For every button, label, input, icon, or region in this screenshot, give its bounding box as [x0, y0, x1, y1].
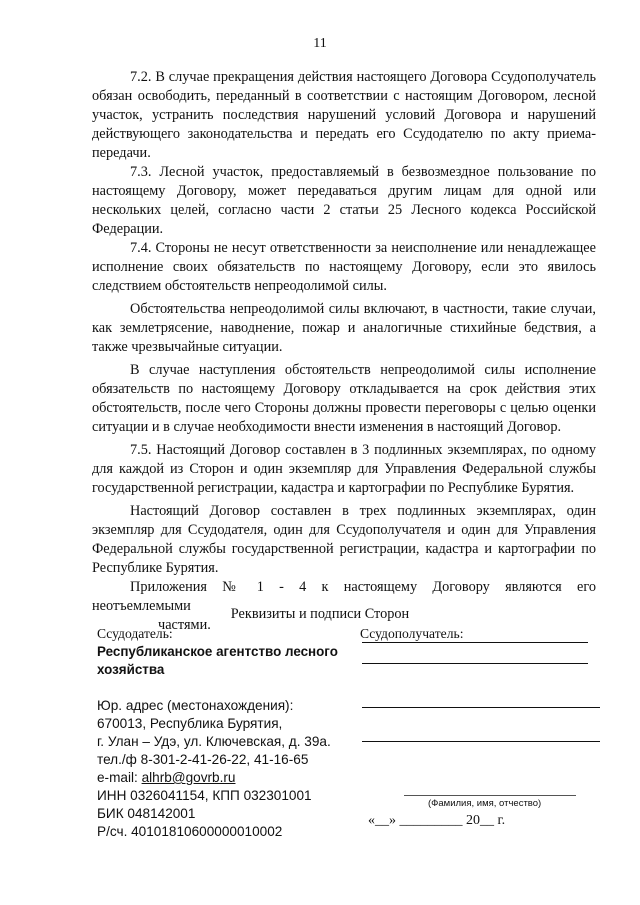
- paragraph-7-3: 7.3. Лесной участок, предоставляемый в безвозмездное пользование по настоящему Договору, может передаваться другим лицам для одной или нескольких целей, согласно части 2 статьи 25 Лесного кодекса Российской Федерации.: [92, 164, 596, 237]
- lender-address-label: Юр. адрес (местонахождения):: [97, 698, 294, 713]
- page-number: 11: [313, 36, 327, 51]
- lender-org-line-1: Республиканское агентство лесного: [97, 644, 338, 659]
- lender-address-line-1: 670013, Республика Бурятия,: [97, 716, 283, 731]
- contract-body: [92, 68, 596, 635]
- borrower-signature-line: [404, 795, 576, 796]
- paragraph-force-majeure-effect: В случае наступления обстоятельств непреодолимой силы исполнение обязательств по настоящему Договору откладывается на срок действия этих обстоятельств, после чего Стороны должны провести переговоры с целью оценки ситуации и в случае необходимости внести изменения в настоящий Договор.: [92, 362, 596, 435]
- date-line: «__» _________ 20__ г.: [368, 813, 506, 828]
- paragraph-copies: Настоящий Договор составлен в трех подлинных экземплярах, один экземпляр для Ссудодателя, один для Ссудополучателя и один для Управления Федеральной службы государственной регистрации, кадастра и картографии по Республике Бурятия.: [92, 503, 596, 576]
- borrower-address-line-2: [362, 741, 600, 742]
- borrower-label: Ссудополучатель:: [360, 626, 464, 641]
- lender-address: [97, 697, 357, 841]
- paragraph-7-2: 7.2. В случае прекращения действия настоящего Договора Ссудополучатель обязан освободить, переданный в соответствии с настоящим Договором, лесной участок, устранить последствия нарушений условий Договора и нарушений действующего законодательства и передать его Ссудодателю по акту приема-передачи.: [92, 69, 596, 161]
- lender-email-prefix: e-mail:: [97, 770, 142, 785]
- borrower-name-line-2: [362, 663, 588, 664]
- lender-label: Ссудодатель:: [97, 626, 173, 641]
- lender-email-row: [97, 769, 357, 787]
- lender-block: [97, 625, 357, 841]
- paragraph-7-5: 7.5. Настоящий Договор составлен в 3 подлинных экземплярах, по одному для каждой из Сторон и один экземпляр для Управления Федеральной службы государственной регистрации, кадастра и картографии по Республике Бурятия.: [92, 442, 596, 496]
- appendices-tail: частями.: [158, 617, 211, 633]
- borrower-name-line-1: [362, 642, 588, 643]
- lender-phone: тел./ф 8-301-2-41-26-22, 41-16-65: [97, 752, 309, 767]
- lender-account: Р/сч. 40101810600000010002: [97, 824, 283, 839]
- lender-address-line-2: г. Улан – Удэ, ул. Ключевская, д. 39а.: [97, 734, 331, 749]
- paragraph-7-4: 7.4. Стороны не несут ответственности за неисполнение или ненадлежащее исполнение своих обязательств по настоящему Договору, если это явилось следствием обстоятельств непреодолимой силы.: [92, 240, 596, 294]
- appendices-line: Приложения № 1 - 4 к настоящему Договору являются его неотъемлемыми: [92, 579, 596, 614]
- lender-bik: БИК 048142001: [97, 806, 196, 821]
- lender-org-line-2: хозяйства: [97, 662, 165, 677]
- signature-caption: (Фамилия, имя, отчество): [428, 798, 542, 809]
- lender-email-link[interactable]: alhrb@govrb.ru: [141, 770, 236, 785]
- borrower-block: [360, 625, 610, 643]
- paragraph-force-majeure-cases: Обстоятельства непреодолимой силы включают, в частности, такие случаи, как землетрясение, наводнение, пожар и аналогичные стихийные бедствия, а также чрезвычайные ситуации.: [92, 301, 596, 355]
- borrower-address-line-1: [362, 707, 600, 708]
- requisites-title: Реквизиты и подписи Сторон: [230, 606, 410, 622]
- lender-inn: ИНН 0326041154, КПП 032301001: [97, 788, 312, 803]
